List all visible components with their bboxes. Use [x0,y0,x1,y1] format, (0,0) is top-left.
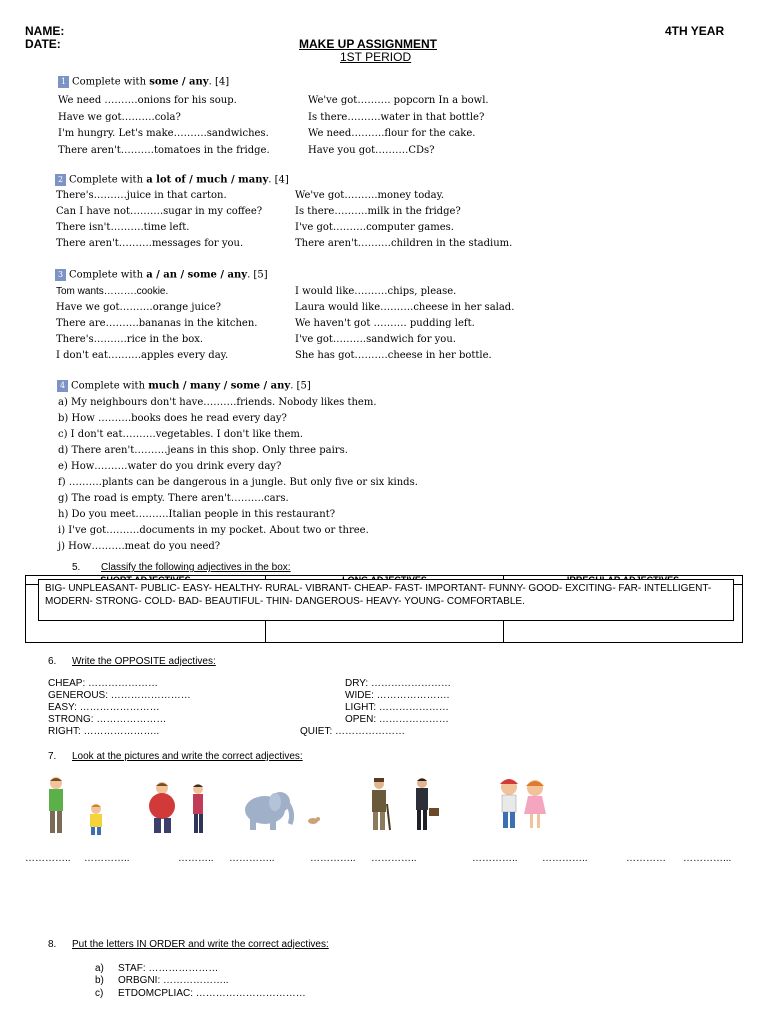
ex3-left-item: I don't eat……….apples every day. [56,350,229,361]
ex6-right-item: OPEN: ………………… [345,714,449,725]
name-label: NAME: [25,24,65,38]
ex7-blank[interactable]: ………….. [542,853,588,864]
ex2-left-item: There aren't……….messages for you. [56,238,244,249]
ex1-number-badge: 1 [58,76,69,88]
ex6-left-item: STRONG: ………………… [48,714,167,725]
ex6-right-item: WIDE: …………………. [345,690,450,701]
ex4-item: c) I don't eat……….vegetables. I don't like them. [58,429,304,440]
ex8-number: 8. [48,939,57,950]
ex1-instruction: 1 Complete with some / any. [4] [58,76,229,88]
boy-girl-image [492,776,552,832]
ex1-left-item: I'm hungry. Let's make……….sandwiches. [58,128,269,139]
ex4-item: d) There aren't……….jeans in this shop. Only three pairs. [58,445,348,456]
year-label: 4TH YEAR [665,24,725,38]
ex1-right-item: Have you got……….CDs? [308,145,435,156]
ex1-left-item: There aren't……….tomatoes in the fridge. [58,145,270,156]
ex3-left-item: Tom wants……….cookie. [56,286,169,297]
ex4-item: h) Do you meet……….Italian people in this restaurant? [58,509,336,520]
ex1-right-item: Is there……….water in that bottle? [308,112,485,123]
ex4-item: a) My neighbours don't have……….friends. Nobody likes them. [58,397,377,408]
ex2-left-item: Can I have not……….sugar in my coffee? [56,206,263,217]
ex6-instruction: Write the OPPOSITE adjectives: [72,656,216,667]
ex3-right-item: She has got……….cheese in her bottle. [295,350,492,361]
ex4-item: j) How……….meat do you need? [58,541,221,552]
fat-man-thin-man-image [145,780,210,835]
ex6-left-item: GENEROUS: …………………… [48,690,191,701]
ex6-left-item: CHEAP: ………………… [48,678,159,689]
ex2-left-item: There isn't……….time left. [56,222,190,233]
ex2-left-item: There's……….juice in that carton. [56,190,227,201]
ex6-right-item: DRY: …………………… [345,678,451,689]
ex3-left-item: Have we got……….orange juice? [56,302,222,313]
ex7-blank[interactable]: ………….. [371,853,417,864]
ex6-right-item: LIGHT: ………………… [345,702,449,713]
ex2-instruction: 2 Complete with a lot of / much / many. [4] [55,174,289,186]
ex4-number-badge: 4 [57,380,68,392]
ex7-blank[interactable]: ………….. [25,853,71,864]
ex3-instruction: 3 Complete with a / an / some / any. [5] [55,269,268,281]
date-label: DATE: [25,37,61,51]
ex4-item: e) How……….water do you drink every day? [58,461,282,472]
ex3-right-item: I've got……….sandwich for you. [295,334,456,345]
ex2-number-badge: 2 [55,174,66,186]
elephant-mouse-image [240,788,325,833]
ex8-item-letter: a) [95,963,104,974]
ex4-item: g) The road is empty. There aren't……….cars. [58,493,289,504]
ex4-instruction: 4 Complete with much / many / some / any. [5] [57,380,311,392]
ex3-left-item: There's……….rice in the box. [56,334,204,345]
ex3-right-item: I would like……….chips, please. [295,286,457,297]
ex2-right-item: I've got……….computer games. [295,222,454,233]
ex3-number-badge: 3 [55,269,66,281]
ex7-blank[interactable]: ………….. [84,853,130,864]
ex4-item: i) I've got……….documents in my pocket. About two or three. [58,525,369,536]
ex2-right-item: There aren't……….children in the stadium. [295,238,513,249]
adjectives-word-box: BIG- UNPLEASANT- PUBLIC- EASY- HEALTHY- RURAL- VIBRANT- CHEAP- FAST- IMPORTANT- FUNNY- GOOD- EXCITING- FAR- INTELLIGENT- MODERN- STRONG- COLD- BAD- BEAUTIFUL- THIN- DANGEROUS- HEAVY- YOUNG- COMFORTABLE. [38,579,734,621]
ex4-item: f) ……….plants can be dangerous in a jungle. But only five or six kinds. [58,477,418,488]
ex7-blank[interactable]: …………... [683,853,732,864]
ex7-number: 7. [48,751,57,762]
ex3-right-item: Laura would like……….cheese in her salad. [295,302,515,313]
ex7-blank[interactable]: ………… [626,853,666,864]
tall-boy-short-boy-image [40,775,110,837]
ex6-number: 6. [48,656,57,667]
ex7-blank[interactable]: ………….. [472,853,518,864]
ex8-item: ETDOMCPLIAC: …………………………… [118,988,306,999]
ex1-right-item: We need……….flour for the cake. [308,128,476,139]
ex8-item-letter: c) [95,988,104,999]
ex7-instruction: Look at the pictures and write the correct adjectives: [72,751,303,762]
ex3-right-item: We haven't got ………. pudding left. [295,318,475,329]
ex3-left-item: There are……….bananas in the kitchen. [56,318,258,329]
ex6-left-item: RIGHT: ………………….. [48,726,160,737]
ex7-blank[interactable]: ………….. [229,853,275,864]
ex5-number: 5. [72,562,81,573]
old-man-young-man-image [365,776,445,834]
ex2-right-item: Is there……….milk in the fridge? [295,206,461,217]
ex6-right-item: QUIET: ………………… [300,726,406,737]
ex1-right-item: We've got………. popcorn In a bowl. [308,95,489,106]
ex2-right-item: We've got……….money today. [295,190,445,201]
ex8-item: ORBGNI: ……………….. [118,975,229,986]
ex7-blank[interactable]: ………….. [310,853,356,864]
ex8-instruction: Put the letters IN ORDER and write the correct adjectives: [72,939,329,950]
ex6-left-item: EASY: …………………… [48,702,160,713]
ex7-blank[interactable]: ……….. [178,853,214,864]
ex5-instruction: Classify the following adjectives in the box: [101,562,291,573]
page-title: MAKE UP ASSIGNMENT [299,37,438,51]
ex4-item: b) How ……….books does he read every day? [58,413,287,424]
ex1-left-item: We need ……….onions for his soup. [58,95,237,106]
ex8-item: STAF: ………………… [118,963,219,974]
ex1-left-item: Have we got……….cola? [58,112,181,123]
period-label: 1ST PERIOD [340,50,412,64]
ex8-item-letter: b) [95,975,104,986]
